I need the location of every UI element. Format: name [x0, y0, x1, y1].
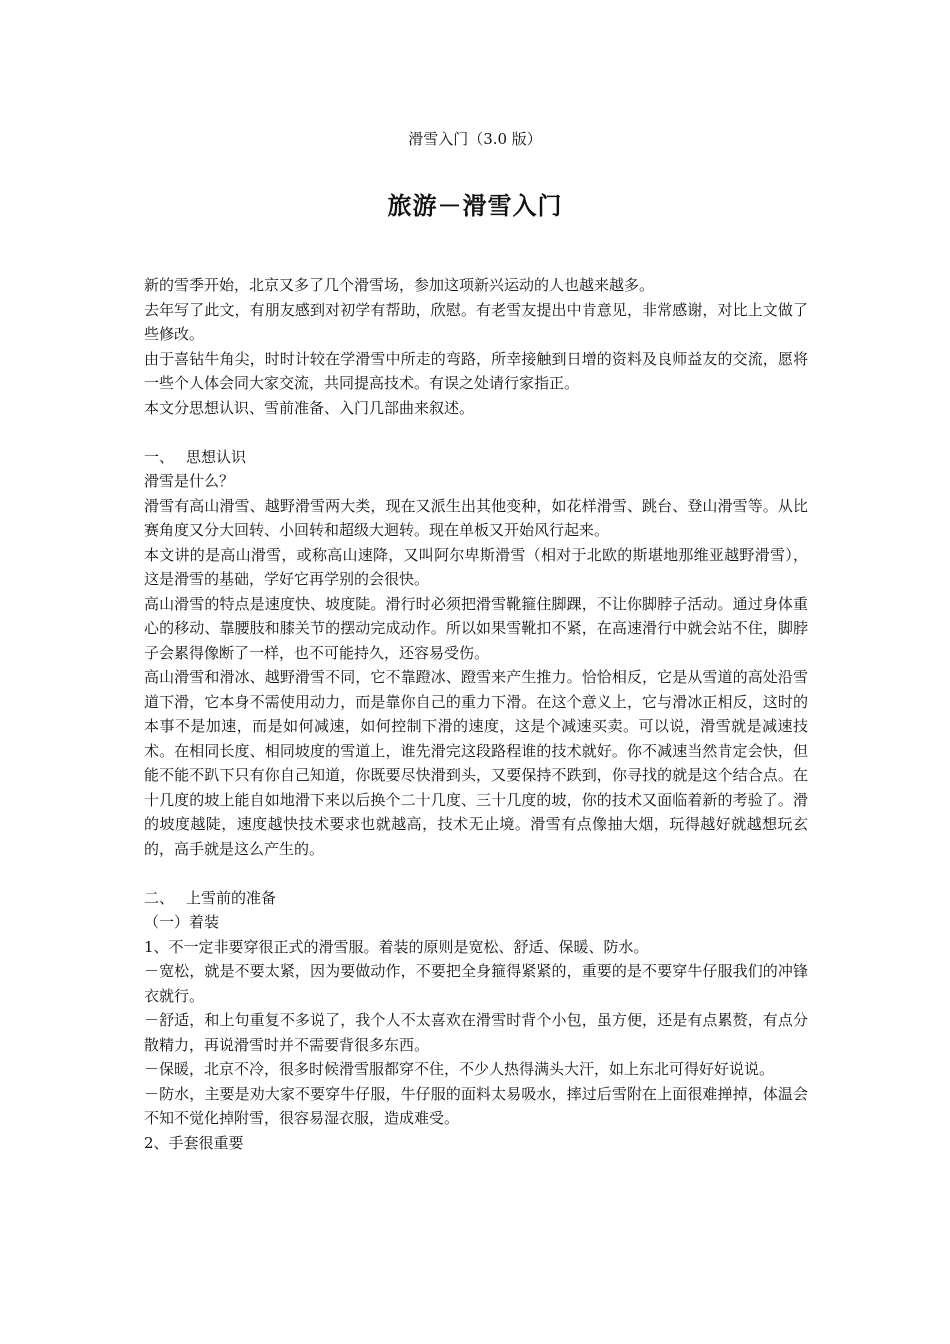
paragraph: 本文讲的是高山滑雪，或称高山速降，又叫阿尔卑斯滑雪（相对于北欧的斯堪地那维亚越野滑雪），这是滑雪的基础，学好它再学别的会很快。 [144, 545, 808, 588]
section-heading-1 [144, 445, 808, 470]
spacer [144, 420, 808, 445]
spacer [144, 861, 808, 886]
document-body [144, 273, 808, 1155]
page-header: 滑雪入门（3.0 版） [408, 130, 542, 148]
paragraph: 滑雪有高山滑雪、越野滑雪两大类，现在又派生出其他变种，如花样滑雪、跳台、登山滑雪等。从比赛角度又分大回转、小回转和超级大迴转。现在单板又开始风行起来。 [144, 496, 808, 539]
paragraph: 滑雪是什么？ [144, 472, 235, 490]
paragraph: 2、手套很重要 [144, 1133, 244, 1152]
paragraph: 1、不一定非要穿很正式的滑雪服。着装的原则是宽松、舒适、保暖、防水。 [144, 937, 649, 956]
paragraph: 高山滑雪和滑冰、越野滑雪不同，它不靠蹬冰、蹬雪来产生推力。恰恰相反，它是从雪道的高处沿雪道下滑，它本身不需使用动力，而是靠你自己的重力下滑。在这个意义上，它与滑冰正相反，这时的本事不是加速，而是如何减速，如何控制下滑的速度，这是个减速买卖。可以说，滑雪就是减速技术。在相同长度、相同坡度的雪道上，谁先滑完这段路程谁的技术就好。你不减速当然肯定会快，但能不能不趴下只有你自己知道，你既要尽快滑到头，又要保持不跌到，你寻找的就是这个结合点。在十几度的坡上能自如地滑下来以后换个二十几度、三十几度的坡，你的技术又面临着新的考验了。滑的坡度越陡，速度越快技术要求也就越高，技术无止境。滑雪有点像抽大烟，玩得越好就越想玩玄的，高手就是这么产生的。 [144, 668, 808, 858]
section-number: 二、 [144, 888, 175, 907]
subsection-heading: （一）着装 [144, 913, 220, 931]
section-title: 上雪前的准备 [186, 888, 277, 907]
intro-paragraph: 新的雪季开始，北京又多了几个滑雪场，参加这项新兴运动的人也越来越多。 [144, 276, 655, 294]
intro-paragraph: 由于喜钻牛角尖，时时计较在学滑雪中所走的弯路，所幸接触到日增的资料及良师益友的交流，愿将一些个人体会同大家交流，共同提高技术。有误之处请行家指正。 [144, 349, 808, 392]
document-title: 旅游－滑雪入门 [387, 191, 563, 220]
section-number: 一、 [144, 447, 175, 466]
paragraph: －防水，主要是劝大家不要穿牛仔服，牛仔服的面料太易吸水，摔过后雪附在上面很难掸掉，体温会不知不觉化掉附雪，很容易湿衣服，造成难受。 [144, 1084, 808, 1127]
paragraph: －舒适，和上句重复不多说了，我个人不太喜欢在滑雪时背个小包，虽方便，还是有点累赘，有点分散精力，再说滑雪时并不需要背很多东西。 [144, 1011, 808, 1054]
section-title: 思想认识 [186, 447, 247, 466]
paragraph: 高山滑雪的特点是速度快、坡度陡。滑行时必须把滑雪靴箍住脚踝，不让你脚脖子活动。通过身体重心的移动、靠腰肢和膝关节的摆动完成动作。所以如果雪靴扣不紧，在高速滑行中就会站不住，脚脖子会累得像断了一样，也不可能持久，还容易受伤。 [144, 594, 808, 662]
intro-paragraph: 本文分思想认识、雪前准备、入门几部曲来叙述。 [144, 398, 475, 417]
intro-paragraph: 去年写了此文，有朋友感到对初学有帮助，欣慰。有老雪友提出中肯意见，非常感谢，对比上文做了些修改。 [144, 300, 808, 343]
paragraph: －宽松，就是不要太紧，因为要做动作，不要把全身箍得紧紧的，重要的是不要穿牛仔服我们的冲锋衣就行。 [144, 962, 808, 1005]
paragraph: －保暖，北京不冷，很多时候滑雪服都穿不住，不少人热得满头大汗，如上东北可得好好说说。 [144, 1060, 775, 1078]
section-heading-2 [144, 886, 808, 911]
